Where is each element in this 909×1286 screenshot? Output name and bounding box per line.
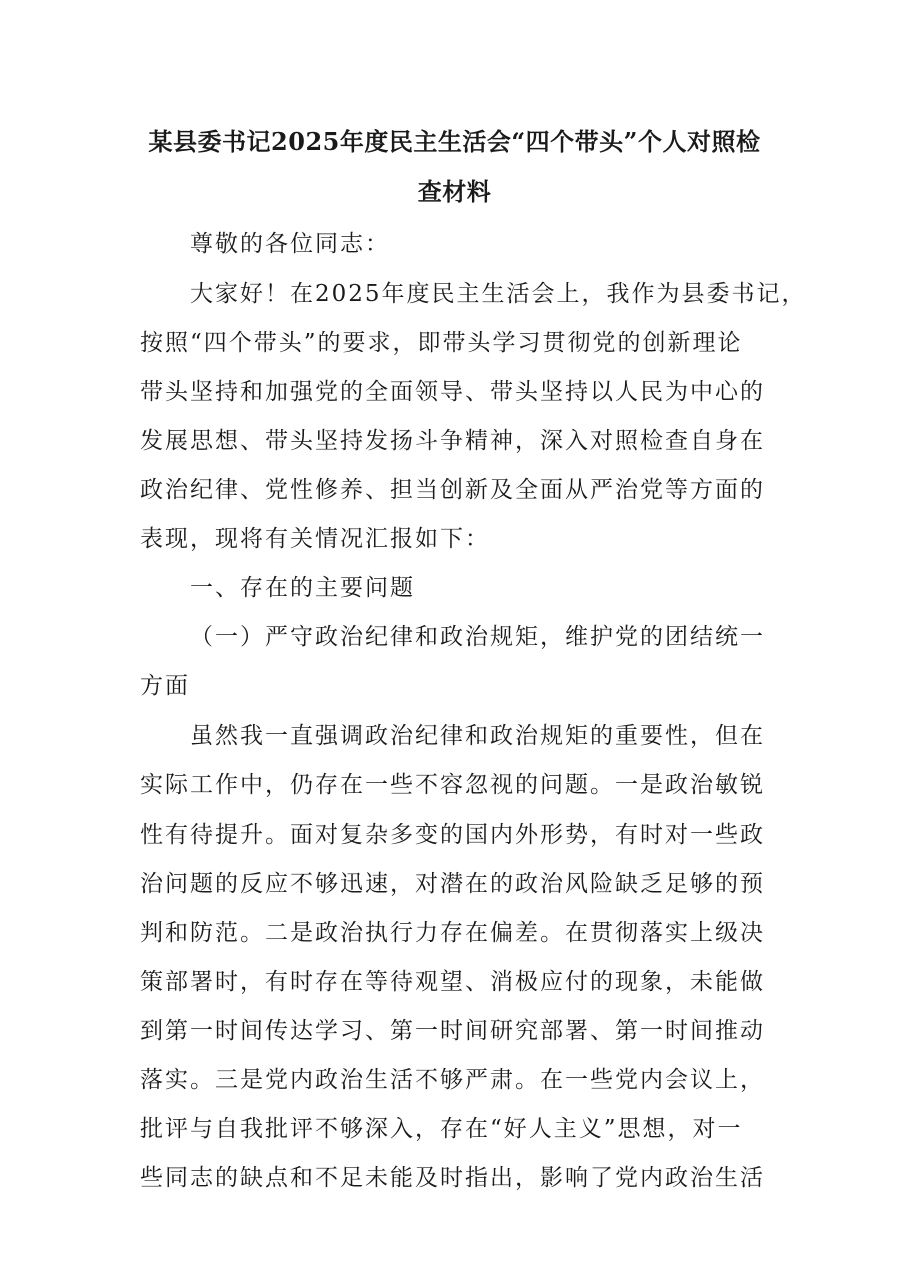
paragraph-line: 判和防范。二是政治执行力存在偏差。在贯彻落实上级决 [140, 920, 765, 946]
paragraph-line: 治问题的反应不够迅速，对潜在的政治风险缺乏足够的预 [140, 871, 765, 897]
paragraph-line: 性有待提升。面对复杂多变的国内外形势，有时对一些政 [140, 822, 765, 848]
paragraph-line: 落实。三是党内政治生活不够严肃。在一些党内会议上， [140, 1067, 765, 1093]
document-title-line-1: 某县委书记2025年度民主生活会“四个带头”个人对照检 [148, 127, 761, 156]
paragraph-line: 些同志的缺点和不足未能及时指出，影响了党内政治生活 [140, 1165, 765, 1191]
paragraph-line: 到第一时间传达学习、第一时间研究部署、第一时间推动 [140, 1018, 765, 1044]
paragraph-line: 带头坚持和加强党的全面领导、带头坚持以人民为中心的 [140, 379, 765, 405]
section-heading: 一、存在的主要问题 [190, 575, 415, 601]
paragraph-line: 实际工作中，仍存在一些不容忽视的问题。一是政治敏锐 [140, 772, 765, 798]
subsection-heading: （一）严守政治纪律和政治规矩，维护党的团结统一 [190, 624, 765, 650]
paragraph-line: 发展思想、带头坚持发扬斗争精神，深入对照检查自身在 [140, 428, 765, 454]
subsection-heading: 方面 [140, 673, 190, 699]
paragraph-line: 表现，现将有关情况汇报如下： [140, 526, 490, 552]
document-title-line-2: 查材料 [417, 177, 492, 206]
paragraph-line: 政治纪律、党性修养、担当创新及全面从严治党等方面的 [140, 477, 765, 503]
paragraph-line: 大家好！在2025年度民主生活会上，我作为县委书记， [190, 281, 807, 307]
paragraph-line: 虽然我一直强调政治纪律和政治规矩的重要性，但在 [190, 723, 765, 749]
paragraph-line: 批评与自我批评不够深入，存在“好人主义”思想，对一 [140, 1116, 743, 1142]
paragraph-line: 按照“四个带头”的要求，即带头学习贯彻党的创新理论 [140, 330, 743, 356]
paragraph-line: 策部署时，有时存在等待观望、消极应付的现象，未能做 [140, 969, 765, 995]
salutation: 尊敬的各位同志： [190, 231, 390, 257]
